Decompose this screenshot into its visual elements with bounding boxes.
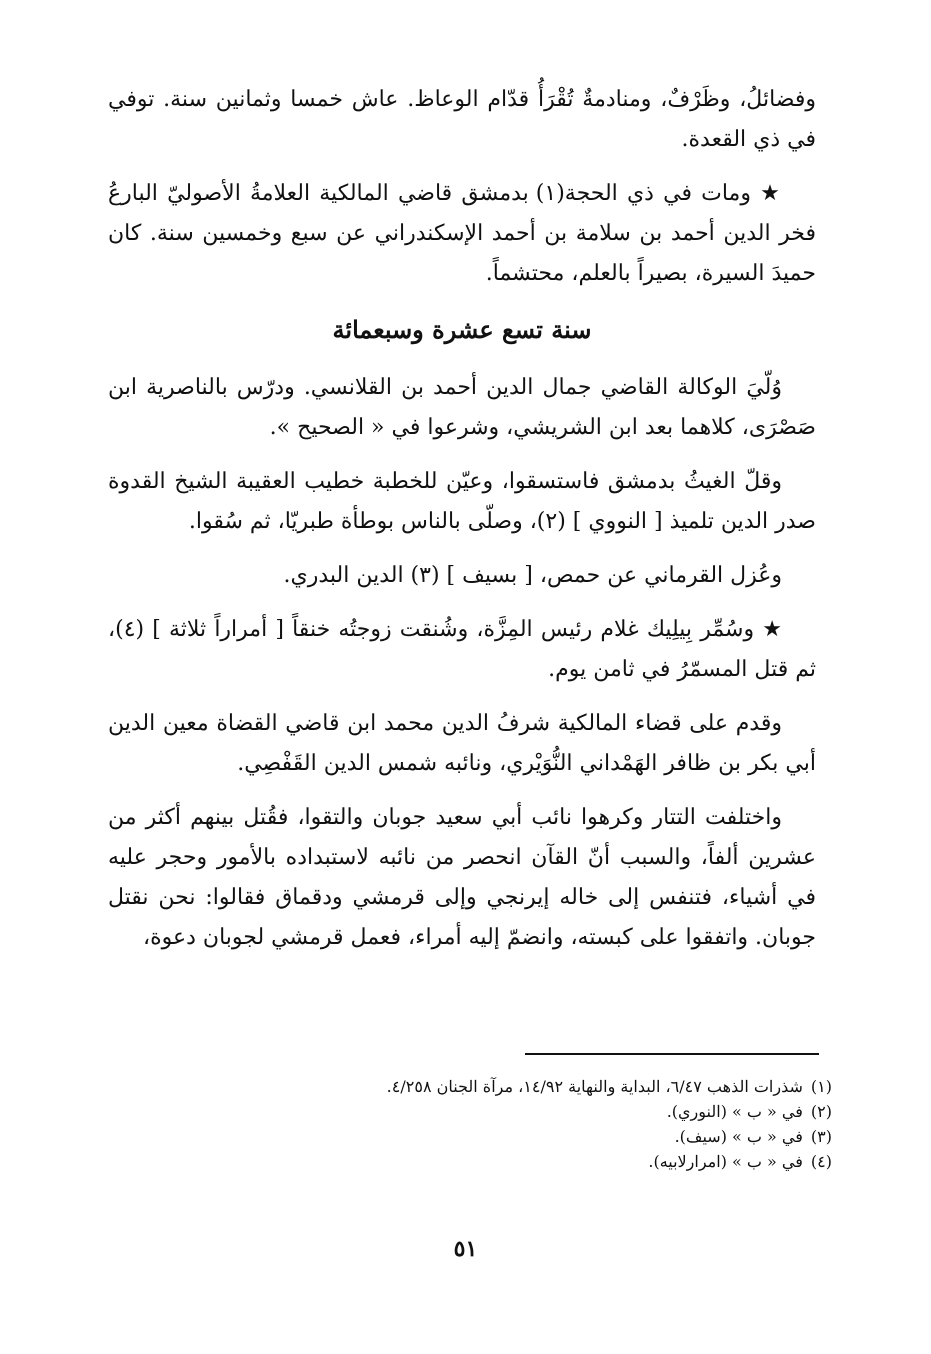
footnote-text: في « ب » (النوري). bbox=[666, 1102, 803, 1121]
footnote-text: في « ب » (امرارلابيه). bbox=[648, 1152, 803, 1171]
page-number: ٥١ bbox=[453, 1236, 478, 1262]
footnote-text: في « ب » (سيف). bbox=[674, 1127, 803, 1146]
paragraph-5: وعُزل القرماني عن حمص، [ بسيف ] (٣) الدين البدري. bbox=[283, 563, 782, 588]
footnote-number: (٢) bbox=[810, 1102, 832, 1121]
paragraph-8: واختلفت التتار وكرهوا نائب أبي سعيد جوبان والتقوا، فقُتل بينهم أكثر من عشرين ألفاً، والسبب أنّ القآن انحصر من نائبه لاستبداده بالأمور وحجر عليه في أشياء، فتنفس إلى خاله إيرنجي وإلى قرمشي ودقماق فقالوا: نحن نقتل جوبان. واتفقوا على كبسته، وانضمّ إليه أمراء، فعمل قرمشي لجوبان دعوة، bbox=[108, 805, 816, 950]
footnote-number: (٣) bbox=[810, 1127, 832, 1146]
section-heading: سنة تسع عشرة وسبعمائة bbox=[332, 315, 592, 344]
paragraph-7: وقدم على قضاء المالكية شرفُ الدين محمد ابن قاضي القضاة معين الدين أبي بكر بن ظافر الهَمْداني النُّوَيْري، ونائبه شمس الدين القَفْصِي. bbox=[108, 711, 816, 776]
paragraph-1: وفضائلُ، وظَرْفٌ، ومنادمةٌ تُقْرَأُ قدّام الوعاظ. عاش خمسا وثمانين سنة. توفي في ذي القعدة. bbox=[108, 87, 817, 152]
paragraph-4: وقلّ الغيثُ بدمشق فاستسقوا، وعيّن للخطبة خطيب العقيبة الشيخ القدوة صدر الدين تلميذ [ النووي ] (٢)، وصلّى بالناس بوطأة طبريّا، ثم سُقوا. bbox=[108, 469, 816, 534]
paragraph-3: وُلّيَ الوكالة القاضي جمال الدين أحمد بن القلانسي. ودرّس بالناصرية ابن صَصْرَى، كلاهما بعد ابن الشريشي، وشرعوا في « الصحيح ». bbox=[108, 375, 816, 440]
footnote-1 bbox=[200, 1074, 832, 1099]
footnote-3 bbox=[200, 1124, 832, 1149]
main-text bbox=[108, 80, 816, 972]
footnote-4 bbox=[200, 1149, 832, 1174]
footnote-number: (٤) bbox=[810, 1152, 832, 1171]
footnote-number: (١) bbox=[810, 1077, 832, 1096]
footnote-separator bbox=[525, 1053, 819, 1055]
paragraph-6: ★ وسُمِّر بِيلِيك غلام رئيس المِزَّة، وشُنقت زوجتُه خنقاً [ أمراراً ثلاثة ] (٤)، ثم قتل المسمّرُ في ثامن يوم. bbox=[108, 617, 816, 682]
footnote-text: شذرات الذهب ٦/٤٧، البداية والنهاية ١٤/٩٢، مرآة الجنان ٤/٢٥٨. bbox=[386, 1077, 803, 1096]
paragraph-2: ★ ومات في ذي الحجة(١) بدمشق قاضي المالكية العلامةُ الأصوليّ البارعُ فخر الدين أحمد بن سلامة بن أحمد الإسكندراني عن سبع وخمسين سنة. كان حميدَ السيرة، بصيراً بالعلم، محتشماً. bbox=[108, 181, 816, 286]
footnotes bbox=[200, 1074, 832, 1174]
footnote-2 bbox=[200, 1099, 832, 1124]
